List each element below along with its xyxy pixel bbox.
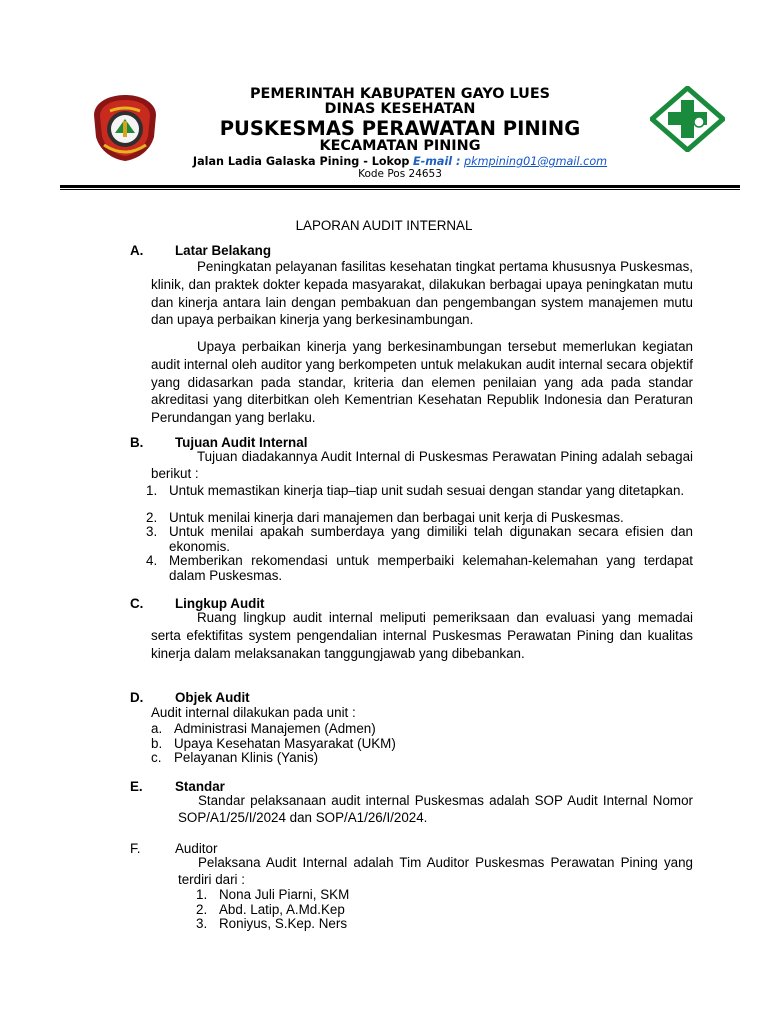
section-b-letter: B. [130,435,144,450]
auditor-2-name: Abd. Latip, A.Md.Kep [219,902,345,917]
puskesmas-cross-icon [650,86,725,152]
objective-4-text: Memberikan rekomendasi untuk memperbaiki kelemahan-kelemahan yang terdapat dalam Puskesmas. [169,553,693,583]
section-f-letter: F. [130,841,141,856]
auditor-1-name: Nona Juli Piarni, SKM [219,887,350,902]
section-d-letter: D. [130,690,144,705]
letterhead-address [150,155,650,168]
objective-2-number: 2. [146,510,158,525]
auditor-3-number: 3. [196,916,208,931]
letterhead-institution: PUSKESMAS PERAWATAN PINING [219,117,581,140]
report-title: LAPORAN AUDIT INTERNAL [295,218,473,233]
unit-c-letter: c. [151,750,162,765]
unit-a-text: Administrasi Manajemen (Admen) [174,721,376,736]
unit-a-letter: a. [151,721,163,736]
section-a-paragraph-2: Upaya perbaikan kinerja yang berkesinambungan tersebut memerlukan kegiatan audit internal oleh auditor yang berkompeten untuk melakukan audit internal secara objektif yang didasarkan pada standar, kriteria dan elemen penilaian yang ada pada standar akreditasi yang diterbitkan oleh Kementrian Kesehatan Republik Indonesia dan Peraturan Perundangan yang berlaku. [151,339,693,426]
regency-seal-icon [92,93,158,163]
section-d-heading: Objek Audit [175,690,250,705]
email-link[interactable]: pkmpining01@gmail.com [464,155,608,168]
letterhead-divider-thick [60,185,740,188]
letterhead-district: KECAMATAN PINING [319,138,481,154]
section-d-intro: Audit internal dilakukan pada unit : [151,705,356,720]
objective-2-text: Untuk menilai kinerja dari manajemen dan berbagai unit kerja di Puskesmas. [169,510,624,525]
objective-3-text: Untuk menilai apakah sumberdaya yang dimiliki telah digunakan secara efisien dan ekonomis. [169,524,693,554]
section-c-paragraph: Ruang lingkup audit internal meliputi pemeriksaan dan evaluasi yang memadai serta efektifitas system pengendalian internal Puskesmas Perawatan Pining dan kualitas kinerja dalam melaksanakan tanggungjawab yang dibebankan. [151,610,693,661]
objective-1-number: 1. [146,483,158,498]
auditor-2-number: 2. [196,902,208,917]
section-b-heading: Tujuan Audit Internal [175,435,308,450]
section-e-paragraph: Standar pelaksanaan audit internal Puskesmas adalah SOP Audit Internal Nomor SOP/A1/25/I/2024 dan SOP/A1/26/I/2024. [178,793,693,825]
section-b-intro: Tujuan diadakannya Audit Internal di Puskesmas Perawatan Pining adalah sebagai berikut : [151,449,693,481]
email-label: E-mail : [412,155,461,168]
unit-c-text: Pelayanan Klinis (Yanis) [174,750,319,765]
section-e-letter: E. [130,779,143,794]
objective-3-number: 3. [146,524,158,539]
section-f-paragraph: Pelaksana Audit Internal adalah Tim Auditor Puskesmas Perawatan Pining yang terdiri dari : [178,855,693,887]
auditor-3-name: Roniyus, S.Kep. Ners [219,916,348,931]
section-e-heading: Standar [175,779,225,794]
section-f-heading: Auditor [175,841,218,856]
letterhead-department: DINAS KESEHATAN [324,101,476,117]
unit-b-letter: b. [151,736,163,751]
section-a-heading: Latar Belakang [175,243,272,258]
section-a-letter: A. [130,243,144,258]
auditor-1-number: 1. [196,887,208,902]
section-c-letter: C. [130,596,144,611]
postal-code: Kode Pos 24653 [358,168,442,180]
section-a-paragraph-1: Peningkatan pelayanan fasilitas kesehatan tingkat pertama khususnya Puskesmas, klinik, dan praktek dokter kepada masyarakat, dilakukan berbagai upaya peningkatan mutu dan kinerja antara lain dengan pembakuan dan pengembangan system manajemen mutu dan upaya perbaikan kinerja yang berkesinambungan. [151,259,693,328]
unit-b-text: Upaya Kesehatan Masyarakat (UKM) [174,736,396,751]
letterhead-divider-thin [60,189,740,190]
letterhead-government: PEMERINTAH KABUPATEN GAYO LUES [249,86,551,102]
objective-1-text: Untuk memastikan kinerja tiap–tiap unit sudah sesuai dengan standar yang ditetapkan. [169,483,685,498]
section-c-heading: Lingkup Audit [175,596,265,611]
objective-4-number: 4. [146,553,158,568]
address-text: Jalan Ladia Galaska Pining - Lokop [192,155,410,168]
